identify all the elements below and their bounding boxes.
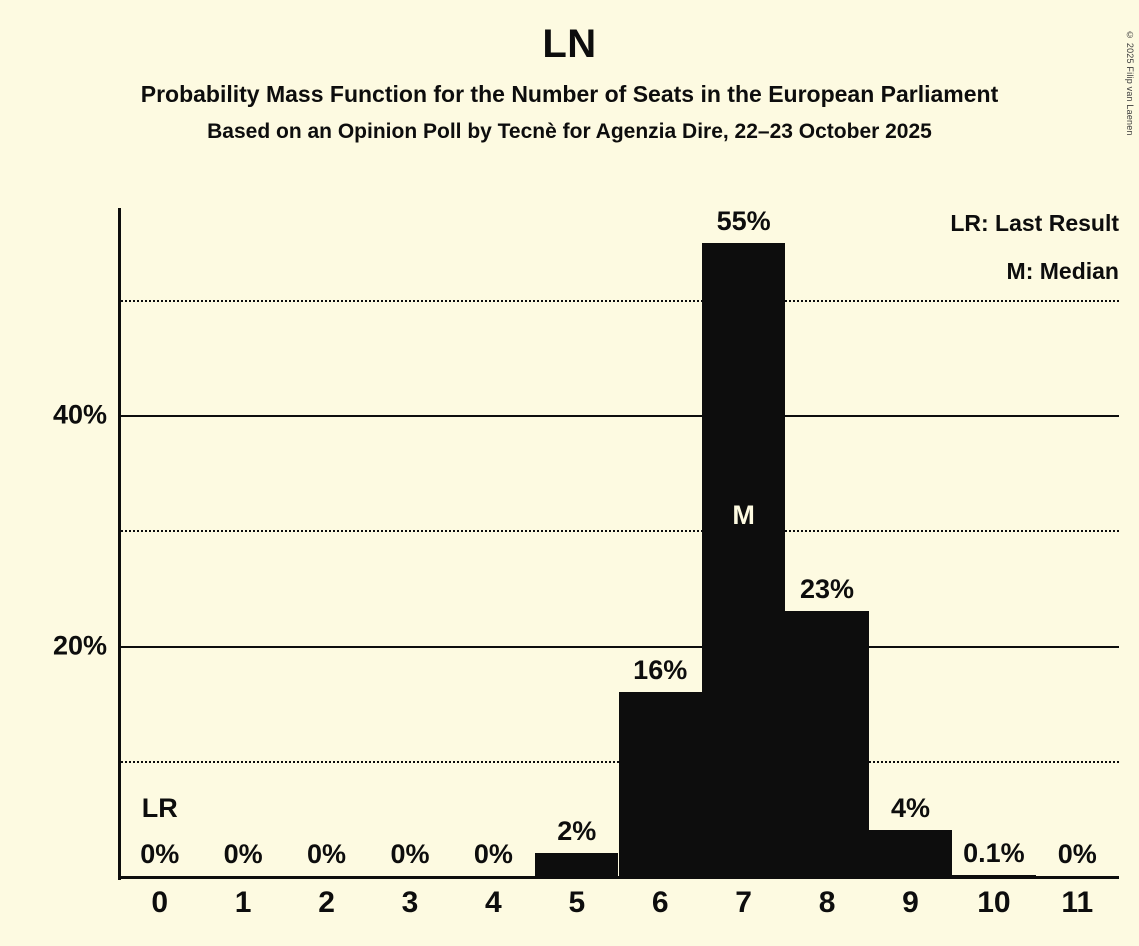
chart-subtitle: Probability Mass Function for the Number of Seats in the European Parliament [140, 81, 999, 107]
bar-value-label: 23% [800, 574, 855, 605]
x-axis-tick-label: 3 [401, 886, 419, 919]
x-axis-tick-label: 5 [568, 886, 586, 919]
gridline [118, 530, 1119, 532]
page-title: LN [542, 22, 597, 66]
chart [0, 198, 1139, 946]
last-result-marker: LR [141, 793, 178, 823]
gridline [118, 300, 1119, 302]
bar-value-label: 0% [223, 839, 263, 869]
bar[interactable] [619, 692, 702, 876]
bar-slot [285, 208, 368, 876]
bar-slot [201, 208, 284, 876]
x-axis-tick-label: 2 [318, 886, 335, 919]
bar-value-label: 0% [473, 839, 513, 869]
x-axis-tick-label: 6 [651, 886, 669, 919]
x-axis-tick-label: 9 [902, 886, 919, 919]
bar[interactable] [952, 875, 1035, 876]
bar-slot [368, 208, 451, 876]
bar-slot [535, 208, 618, 876]
median-marker: M [732, 499, 755, 530]
bar-series [118, 205, 1119, 876]
x-axis-tick-label: 0 [151, 886, 169, 919]
bar[interactable] [535, 853, 618, 876]
bar-slot [118, 208, 201, 876]
bar-slot [702, 205, 785, 876]
x-axis-tick-label: 10 [977, 886, 1011, 919]
x-axis-tick-label: 11 [1061, 886, 1094, 919]
legend-last-result: LR: Last Result [950, 210, 1119, 236]
bar-slot [869, 208, 952, 876]
x-axis-tick-label: 1 [234, 886, 252, 919]
bar-value-label: 0% [307, 839, 347, 869]
bar-value-label: 0% [140, 839, 180, 869]
bar-slot [619, 208, 702, 876]
bar-slot [785, 208, 868, 876]
bar[interactable] [785, 611, 868, 876]
y-axis-tick-label: 40% [52, 399, 107, 430]
bar-value-label: 0% [390, 839, 430, 869]
y-axis-tick-label: 20% [52, 630, 107, 661]
x-axis-tick-label: 4 [485, 886, 502, 919]
x-axis-tick-label: 8 [818, 886, 836, 919]
bar-value-label: 4% [890, 792, 930, 823]
bar-slot [452, 208, 535, 876]
x-axis-tick-label: 7 [735, 886, 752, 919]
bar[interactable] [869, 830, 952, 876]
copyright-notice: © 2025 Filip van Laenen [1125, 30, 1135, 136]
bar-slot [952, 208, 1035, 876]
bar-value-label: 16% [633, 654, 688, 685]
chart-source-note: Based on an Opinion Poll by Tecnè for Agenzia Dire, 22–23 October 2025 [207, 120, 932, 143]
bar-slot [1036, 208, 1119, 876]
bar-value-label: 0.1% [963, 837, 1025, 868]
bar[interactable] [702, 243, 785, 876]
gridline [118, 415, 1119, 417]
bar-value-label: 0% [1057, 839, 1097, 869]
gridline [118, 646, 1119, 648]
bar-value-label: 2% [557, 815, 597, 846]
legend-median: M: Median [1006, 258, 1119, 284]
plot-area [118, 205, 1119, 876]
x-axis [118, 876, 1119, 879]
bar-value-label: 55% [716, 205, 771, 236]
gridline [118, 761, 1119, 763]
